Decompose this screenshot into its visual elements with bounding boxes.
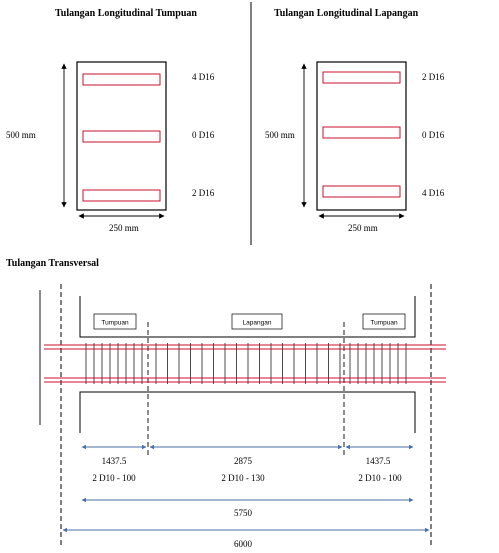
- right-middle-bar-label: 0 D16: [422, 130, 445, 140]
- right-bottom-rebar: [323, 186, 400, 197]
- zone-length-middle: 2875: [234, 456, 252, 466]
- zone-label-right: Tumpuan: [370, 319, 398, 327]
- left-top-bar-label: 4 D16: [192, 72, 215, 82]
- right-width-label: 250 mm: [348, 223, 378, 233]
- right-middle-rebar: [323, 127, 400, 138]
- zone-stirrup-right: 2 D10 - 100: [358, 473, 402, 483]
- right-top-bar-label: 2 D16: [422, 72, 445, 82]
- left-width-label: 250 mm: [109, 223, 139, 233]
- zone-length-right: 1437.5: [365, 456, 391, 466]
- left-section-title: Tulangan Longitudinal Tumpuan: [55, 8, 197, 19]
- beam-bottom-outline: [80, 392, 415, 433]
- zone-length-left: 1437.5: [101, 456, 127, 466]
- left-beam-outline: [77, 62, 166, 210]
- right-top-rebar: [323, 72, 400, 83]
- left-cross-section: [6, 8, 215, 233]
- left-bottom-bar-label: 2 D16: [192, 188, 215, 198]
- right-section-title: Tulangan Longitudinal Lapangan: [274, 8, 419, 19]
- clear-span-label: 5750: [234, 508, 252, 518]
- zone-stirrup-left: 2 D10 - 100: [92, 473, 136, 483]
- left-middle-rebar: [83, 131, 160, 142]
- transverse-view: [6, 258, 446, 549]
- left-top-rebar: [83, 74, 160, 85]
- zone-label-left: Tumpuan: [101, 319, 129, 327]
- zone-stirrup-middle: 2 D10 - 130: [221, 473, 265, 483]
- right-cross-section: [265, 8, 445, 233]
- left-middle-bar-label: 0 D16: [192, 130, 215, 140]
- left-height-label: 500 mm: [6, 130, 36, 140]
- zone-label-middle: Lapangan: [242, 319, 272, 327]
- right-bottom-bar-label: 4 D16: [422, 188, 445, 198]
- total-span-label: 6000: [234, 539, 252, 549]
- transverse-title: Tulangan Transversal: [6, 258, 99, 269]
- right-height-label: 500 mm: [265, 130, 295, 140]
- right-beam-outline: [317, 62, 406, 210]
- left-bottom-rebar: [83, 190, 160, 201]
